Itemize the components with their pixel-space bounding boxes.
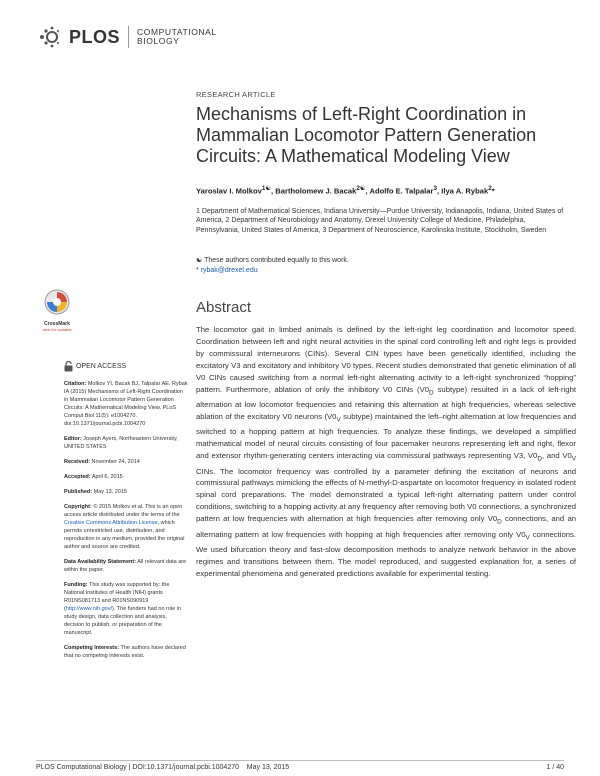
received-date: November 24, 2014 [91,459,140,465]
competing-interests-block [64,644,188,660]
published-block [64,488,188,496]
open-lock-icon [64,361,73,372]
subscript: V [525,534,530,542]
copyright-text-end: , which permits unrestricted use, distribution, and reproduction in any medium, provided the original author and source are credited. [64,520,185,550]
abstract-text: connections. We used bifurcation theory and fast-slow decomposition methods to analyze network behavior in the above regimes and transitions between them. The model reproduced, and suggested explanation for, a series of experimental phenomena and generated predictions available for experimental testing. [196,529,577,578]
citation-text: Molkov YI, Bacak BJ, Talpalar AE, Rybak IA (2015) Mechanisms of Left-Right Coordination in Mammalian Locomotor Pattern Generation Circuits: A Mathematical Modeling View. PLoS Comput Biol 11(5): e1004270. doi:10.1371/journal.pcbi.1004270 [64,381,188,427]
journal-name [137,28,217,47]
author-name[interactable]: Adolfo E. Talpalar [369,186,434,196]
logo-divider [128,26,129,48]
data-availability-text: All relevant data are within the paper. [64,559,187,573]
author-notes [196,256,349,275]
accepted-date: April 6, 2015 [91,474,123,480]
affiliations: 1 Department of Mathematical Sciences, Indiana University—Purdue University, Indianapolis, Indiana, United States of America, 2 Department of Neurobiology and Anatomy, Drexel University College of Medicine, Philadelphia, Pennsylvania, United States of America, 3 Department of Neuroscience, Karolinska Institute, Stockholm, Sweden [196,208,564,234]
author-affiliation-mark: 1☯ [261,185,272,192]
author-affiliation-mark: 3 [433,185,437,192]
license-link[interactable]: Creative Commons Attribution License [64,520,158,526]
subscript: D [537,455,542,463]
email-link[interactable]: rybak@drexel.edu [200,266,258,274]
corresponding-author-note [196,266,349,276]
data-availability-label: Data Availability Statement: [64,559,137,565]
abstract-text: subtype) resulted in a lack of left-right alternation at low locomotor frequencies and retaining this alternation at high frequencies, whereas selective ablation of the excitatory V0 neurons (V0 [196,384,576,421]
author-list [196,185,576,196]
open-access-badge[interactable] [64,361,188,372]
abstract-text: , and V0 [541,451,572,461]
funding-block [64,581,188,637]
article-title: Mechanisms of Left-Right Coordination in Mammalian Locomotor Pattern Generation Circuits: A Mathematical Modeling View [196,104,537,166]
funding-text-end: ). The funders had no role in study design, data collection and analysis, decision to publish, or preparation of the manuscript. [64,606,182,636]
corresponding-symbol: * [196,266,199,274]
crossmark-icon [44,289,70,315]
plos-logo-icon [38,25,66,49]
author-name[interactable]: Ilya A. Rybak [441,186,489,196]
competing-interests-label: Competing Interests: [64,645,120,651]
abstract-body [196,324,576,580]
journal-logo[interactable] [38,24,217,50]
logo-text: PLOS [69,26,121,47]
editor-text: Joseph Ayers, Northeastern University, UNITED STATES [64,436,178,450]
equal-contribution-text: These authors contributed equally to this work. [204,257,349,264]
abstract-text: connections, and an alternating pattern at low frequencies with hopping at high frequencies after removing only V0 [196,514,576,539]
author-separator: , [437,186,442,196]
nih-link[interactable]: http://www.nih.gov/ [65,606,113,612]
author-name[interactable]: Bartholomew J. Bacak [275,186,357,196]
journal-line-1: COMPUTATIONAL [137,26,217,37]
copyright-text: © 2015 Molkov et al. This is an open access article distributed under the terms of the [64,504,183,518]
journal-line-2: BIOLOGY [137,36,180,46]
subscript: V [336,416,341,424]
competing-interests-text: The authors have declared that no competing interests exist. [64,645,186,659]
author-affiliation-mark: 2 [488,185,492,192]
data-availability-block [64,558,188,574]
author-affiliation-mark: 2☯ [356,185,366,192]
article-type: RESEARCH ARTICLE [196,90,276,99]
author-separator: , [271,186,276,196]
funding-label: Funding: [64,582,88,588]
accepted-block [64,473,188,481]
editor-block [64,435,188,451]
received-label: Received: [64,459,90,465]
copyright-block [64,503,188,551]
published-date: May 13, 2015 [93,489,127,495]
subscript: D [497,518,502,526]
crossmark-badge[interactable] [38,289,76,332]
crossmark-label: CrossMark [44,321,70,327]
abstract-text: The locomotor gait in limbed animals is defined by the left-right leg coordination and locomotor speed. Coordination between left and right neural activities in the spinal cord controlling left and right legs is provided by commissural interneurons (CINs). Several CIN types have been genetically identified, including the excitatory V3 and excitatory and inhibitory V0 types. Recent studies demonstrated that genetic elimination of all V0 CINs caused switching from a normal left-right alternating activity to a left-right synchronized “hopping” pattern. Furthermore, ablation of only the inhibitory V0 CINs (V0 [196,325,576,394]
footer-divider [36,760,564,761]
open-access-label: OPEN ACCESS [76,362,127,370]
subscript: D [429,389,434,397]
received-block [64,458,188,466]
author-name[interactable]: Yaroslav I. Molkov [196,186,262,196]
accepted-label: Accepted: [64,474,91,480]
copyright-label: Copyright: [64,504,92,510]
equal-contribution-symbol: ☯ [196,257,203,264]
citation-label: Citation: [64,381,87,387]
equal-contribution-note [196,256,349,266]
abstract-heading: Abstract [196,299,252,316]
editor-label: Editor: [64,436,82,442]
crossmark-sub: click for updates [42,327,72,332]
subscript: V [571,455,576,463]
author-separator: , [365,186,370,196]
abstract-text: subtype) maintained the left–right alternation at low frequencies and switched to a hopping pattern at high frequencies. To analyze these findings, we developed a simplified mathematical model of neural circuits consisting of four pacemaker neurons representing left and right, flexor and extensor rhythm-generating centers interacting via commissural pathways representing V3, V0 [196,411,577,461]
author-separator: * [491,186,495,196]
page-number: 1 / 40 [546,764,564,771]
abstract-text: CINs. The locomotor frequency was controlled by a parameter defining the excitation of neurons and commissural pathways mimicking the effects of N-methyl-D-aspartate on locomotor frequency in isolated rodent spinal cord preparations. The model demonstrated a typical left-right alternating pattern under control conditions, switching to a hopping activity at any frequency after removing both V0 connections, a synchronized pattern at low frequencies with alternation at high frequencies after removing only V0 [196,466,576,524]
footer-citation: PLOS Computational Biology | DOI:10.1371/journal.pcbi.1004270 May 13, 2015 [36,764,290,771]
funding-text: This study was supported by: the National Institutes of Health (NIH) grants R01NS081713 and R01NS090919 ( [64,582,170,612]
article-info-sidebar [64,361,188,667]
published-label: Published: [64,489,93,495]
citation-block [64,380,188,428]
